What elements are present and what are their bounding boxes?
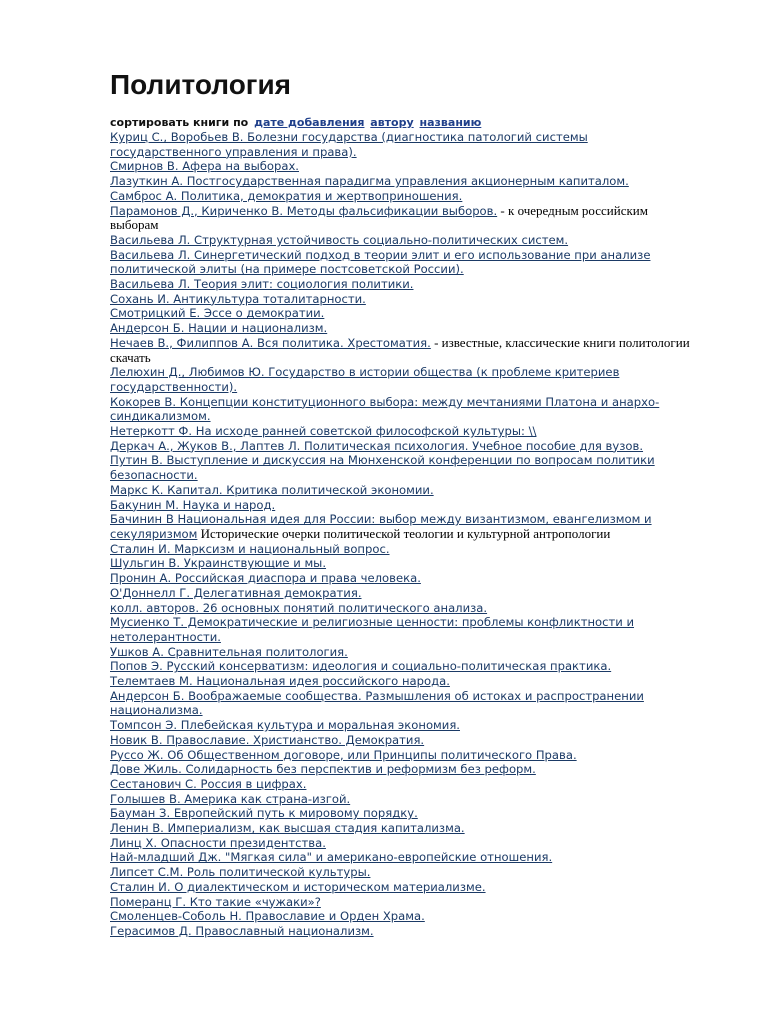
- list-item: [110, 748, 690, 763]
- book-link[interactable]: Васильева Л. Синергетический подход в теории элит и его использование при анализе политической элиты (на примере постсоветской России).: [110, 247, 651, 277]
- sort-by-date-link[interactable]: дате добавления: [254, 116, 365, 129]
- list-item: [110, 674, 690, 689]
- book-link[interactable]: Сталин И. Марксизм и национальный вопрос.: [110, 541, 390, 556]
- book-link[interactable]: Смоленцев-Соболь Н. Православие и Орден Храма.: [110, 909, 425, 924]
- list-item: [110, 865, 690, 880]
- list-item: [110, 439, 690, 454]
- book-link[interactable]: Най-младший Дж. "Мягкая сила" и американо-европейские отношения.: [110, 850, 553, 865]
- list-item: [110, 792, 690, 807]
- list-item: [110, 645, 690, 660]
- book-link[interactable]: Попов Э. Русский консерватизм: идеология и социально-политическая практика.: [110, 659, 612, 674]
- book-link[interactable]: Линц Х. Опасности президентства.: [110, 835, 326, 850]
- list-item: [110, 395, 690, 424]
- list-item: [110, 880, 690, 895]
- book-link[interactable]: Сохань И. Антикультура тоталитарности.: [110, 291, 366, 306]
- sort-label: сортировать книги по: [110, 116, 249, 129]
- book-link[interactable]: О'Доннелл Г. Делегативная демократия.: [110, 585, 362, 600]
- book-link[interactable]: Самброс А. Политика, демократия и жертвоприношения.: [110, 188, 463, 203]
- book-link[interactable]: Путин В. Выступление и дискуссия на Мюнхенской конференции по вопросам политики безопасности.: [110, 453, 655, 483]
- list-item: [110, 571, 690, 586]
- list-item: [110, 365, 690, 394]
- book-note: - известные, классические книги политологии скачать: [110, 334, 690, 365]
- book-link[interactable]: Куриц С., Воробьев В. Болезни государства (диагностика патологий системы государственного управления и права).: [110, 130, 588, 159]
- book-link[interactable]: Томпсон Э. Плебейская культура и моральная экономия.: [110, 718, 460, 733]
- list-item: [110, 659, 690, 674]
- list-item: [110, 909, 690, 924]
- sort-by-author-link[interactable]: автору: [370, 116, 414, 129]
- list-item: [110, 233, 690, 248]
- book-list: [110, 130, 690, 939]
- list-item: [110, 321, 690, 336]
- list-item: [110, 189, 690, 204]
- book-link[interactable]: Померанц Г. Кто такие «чужаки»?: [110, 894, 321, 909]
- book-link[interactable]: колл. авторов. 26 основных понятий политического анализа.: [110, 600, 488, 615]
- book-link[interactable]: Смирнов В. Афера на выборах.: [110, 159, 299, 174]
- list-item: [110, 924, 690, 939]
- book-link[interactable]: Мусиенко Т. Демократические и религиозные ценности: проблемы конфликтности и нетолерантности.: [110, 615, 635, 644]
- sort-by-title-link[interactable]: названию: [419, 116, 482, 129]
- book-link[interactable]: Сестанович С. Россия в цифрах.: [110, 776, 307, 791]
- book-link[interactable]: Маркс К. Капитал. Критика политической экономии.: [110, 482, 434, 497]
- book-link[interactable]: Васильева Л. Теория элит: социология политики.: [110, 277, 414, 292]
- book-link[interactable]: Руссо Ж. Об Общественном договоре, или Принципы политического Права.: [110, 747, 577, 762]
- book-link[interactable]: Деркач А., Жуков В., Лаптев Л. Политическая психология. Учебное пособие для вузов.: [110, 438, 644, 453]
- list-item: [110, 718, 690, 733]
- book-link[interactable]: Ушков А. Сравнительная политология.: [110, 644, 348, 659]
- list-item: [110, 277, 690, 292]
- book-link[interactable]: Лелюхин Д., Любимов Ю. Государство в истории общества (к проблеме критериев государственности).: [110, 365, 620, 394]
- book-link[interactable]: Нечаев В., Филиппов А. Вся политика. Хрестоматия.: [110, 335, 431, 350]
- book-link[interactable]: Васильева Л. Структурная устойчивость социально-политических систем.: [110, 232, 569, 247]
- list-item: [110, 336, 690, 365]
- book-note: Исторические очерки политической теологии и культурной антропологии: [197, 525, 611, 541]
- book-link[interactable]: Сталин И. О диалектическом и историческом материализме.: [110, 879, 486, 894]
- book-link[interactable]: Телемтаев М. Национальная идея российского народа.: [110, 674, 450, 689]
- book-link[interactable]: Андерсон Б. Воображаемые сообщества. Размышления об истоках и распространении национализма.: [110, 688, 644, 718]
- book-link[interactable]: Шульгин В. Украинствующие и мы.: [110, 556, 327, 571]
- book-link[interactable]: Кокорев В. Концепции конституционного выбора: между мечтаниями Платона и анархо-синдикализмом.: [110, 394, 660, 424]
- list-item: [110, 586, 690, 601]
- list-item: [110, 542, 690, 557]
- book-link[interactable]: Бачинин В Национальная идея для России: выбор между византизмом, евангелизмом и секуляризмом: [110, 512, 652, 541]
- list-item: [110, 292, 690, 307]
- list-item: [110, 498, 690, 513]
- book-link[interactable]: Бауман З. Европейский путь к мировому порядку.: [110, 806, 418, 821]
- book-link[interactable]: Смотрицкий Е. Эссе о демократии.: [110, 306, 325, 321]
- book-link[interactable]: Пронин А. Российская диаспора и права человека.: [110, 571, 421, 586]
- list-item: [110, 512, 690, 541]
- list-item: [110, 850, 690, 865]
- list-item: [110, 306, 690, 321]
- sort-bar: [110, 116, 690, 130]
- list-item: [110, 130, 690, 159]
- list-item: [110, 821, 690, 836]
- book-link[interactable]: Липсет С.М. Роль политической культуры.: [110, 865, 371, 880]
- list-item: [110, 453, 690, 482]
- list-item: [110, 159, 690, 174]
- list-item: [110, 556, 690, 571]
- list-item: [110, 777, 690, 792]
- book-link[interactable]: Нетеркотт Ф. На исходе ранней советской философской культуры: \\: [110, 424, 537, 439]
- book-link[interactable]: Парамонов Д., Кириченко В. Методы фальсификации выборов.: [110, 203, 498, 218]
- book-link[interactable]: Голышев В. Америка как страна-изгой.: [110, 791, 351, 806]
- book-link[interactable]: Ленин В. Империализм, как высшая стадия капитализма.: [110, 821, 465, 836]
- book-link[interactable]: Герасимов Д. Православный национализм.: [110, 923, 374, 938]
- list-item: [110, 895, 690, 910]
- list-item: [110, 689, 690, 718]
- book-link[interactable]: Бакунин М. Наука и народ.: [110, 497, 276, 512]
- book-link[interactable]: Лазуткин А. Постгосударственная парадигма управления акционерным капиталом.: [110, 174, 629, 189]
- list-item: [110, 174, 690, 189]
- book-link[interactable]: Андерсон Б. Нации и национализм.: [110, 321, 328, 336]
- list-item: [110, 248, 690, 277]
- page-title: Политология: [110, 69, 292, 100]
- list-item: [110, 836, 690, 851]
- list-item: [110, 806, 690, 821]
- list-item: [110, 424, 690, 439]
- list-item: [110, 483, 690, 498]
- list-item: [110, 762, 690, 777]
- book-link[interactable]: Дове Жиль. Солидарность без перспектив и реформизм без реформ.: [110, 762, 536, 777]
- list-item: [110, 601, 690, 616]
- list-item: [110, 204, 690, 233]
- book-link[interactable]: Новик В. Православие. Христианство. Демократия.: [110, 732, 425, 747]
- list-item: [110, 733, 690, 748]
- book-note: - к очередным российским выборам: [110, 202, 648, 233]
- list-item: [110, 615, 690, 644]
